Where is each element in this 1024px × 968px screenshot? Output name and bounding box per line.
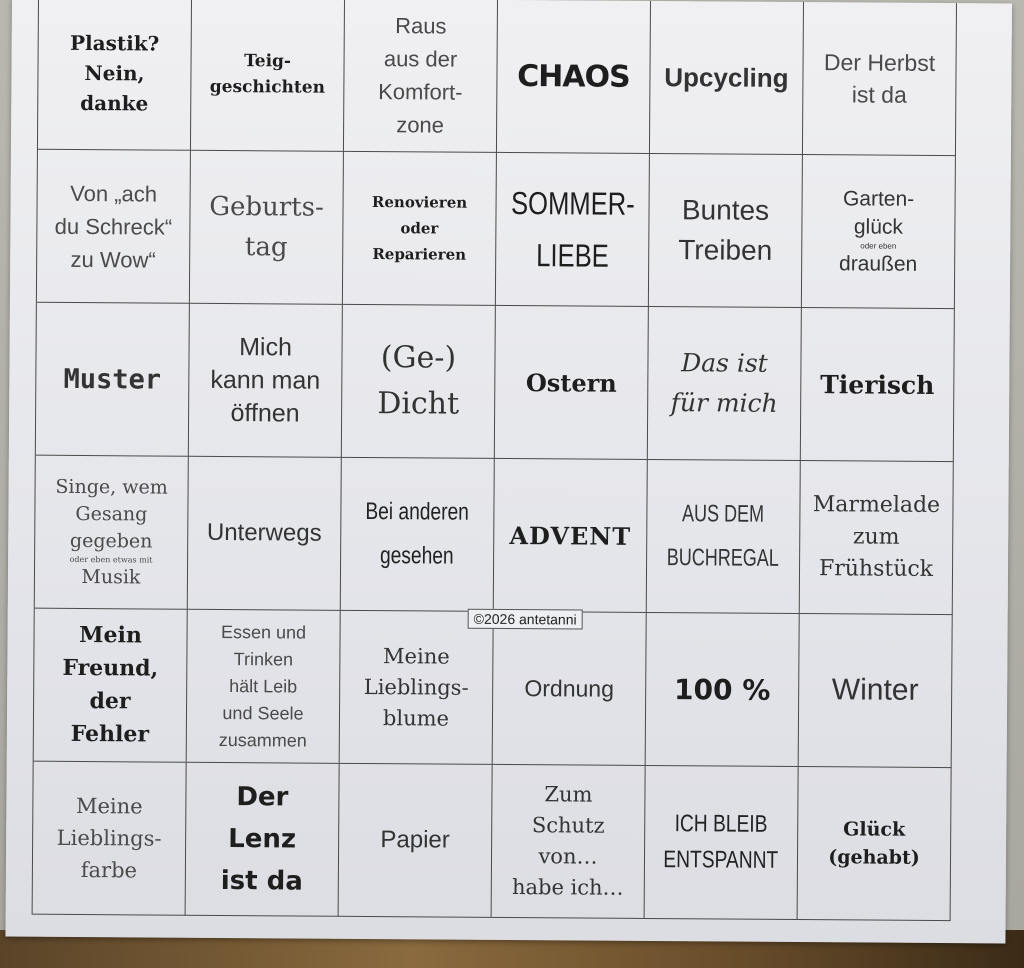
cell-text: ADVENT bbox=[509, 520, 632, 551]
bingo-cell bbox=[497, 0, 651, 154]
cell-text: Von „ach du Schreck“ zu Wow“ bbox=[54, 180, 173, 273]
bingo-grid bbox=[32, 0, 957, 921]
cell-text: Papier bbox=[380, 826, 450, 854]
bingo-cell bbox=[798, 767, 952, 921]
cell-text: 100 % bbox=[673, 672, 771, 707]
bingo-cell bbox=[494, 459, 648, 613]
bingo-cell bbox=[34, 609, 188, 763]
cell-text: Muster bbox=[63, 363, 162, 396]
cell-text: Mich kann man öffnen bbox=[210, 332, 321, 428]
bingo-cell bbox=[35, 456, 189, 610]
bingo-cell bbox=[649, 154, 803, 308]
cell-text: Das ist für mich bbox=[670, 348, 778, 418]
bingo-cell bbox=[645, 766, 799, 920]
cell-text: CHAOS bbox=[517, 58, 630, 95]
cell-text: Raus aus der Komfort- zone bbox=[378, 13, 463, 138]
bingo-sheet bbox=[5, 0, 1012, 943]
bingo-cell bbox=[36, 303, 190, 457]
cell-text: Renovieren oder Reparieren bbox=[371, 193, 468, 264]
cell-text: (Ge-) Dicht bbox=[377, 340, 460, 422]
cell-text: Plastik? Nein, danke bbox=[69, 30, 160, 116]
cell-text: Mein Freund, der Fehler bbox=[62, 621, 159, 748]
cell-subtext: oder eben bbox=[860, 240, 897, 251]
cell-tail: Musik bbox=[81, 565, 141, 588]
bingo-cell bbox=[803, 2, 957, 156]
cell-text: Teig- geschichten bbox=[209, 51, 326, 98]
bingo-cell bbox=[495, 306, 649, 460]
cell-text: Meine Lieblings- blume bbox=[363, 643, 469, 731]
bingo-cell bbox=[344, 0, 498, 153]
cell-text: Meine Lieblings- farbe bbox=[56, 793, 162, 883]
cell-text: Der Lenz ist da bbox=[220, 782, 303, 897]
bingo-cell bbox=[647, 460, 801, 614]
bingo-cell bbox=[648, 307, 802, 461]
cell-text: Tierisch bbox=[820, 369, 935, 400]
bingo-cell bbox=[188, 457, 342, 611]
bingo-cell bbox=[496, 153, 650, 307]
copyright-label: ©2026 antetanni bbox=[468, 609, 583, 630]
bingo-cell bbox=[38, 0, 192, 151]
cell-text: Essen und Trinken hält Leib und Seele zusammen bbox=[218, 621, 307, 751]
cell-text: SOMMER- LIEBE bbox=[510, 184, 635, 274]
cell-text: Buntes Treiben bbox=[678, 194, 773, 266]
bingo-cell bbox=[339, 764, 493, 918]
cell-text: Bei anderen gesehen bbox=[365, 497, 470, 570]
bingo-cell bbox=[37, 150, 191, 304]
cell-text: Der Herbst ist da bbox=[823, 49, 936, 108]
bingo-cell bbox=[799, 614, 953, 768]
cell-text: Glück (gehabt) bbox=[828, 818, 920, 869]
bingo-cell bbox=[802, 155, 956, 309]
bingo-cell bbox=[187, 610, 341, 764]
cell-subtext: oder eben etwas mit bbox=[69, 554, 153, 565]
bingo-cell bbox=[343, 152, 497, 306]
cell-text: AUS DEM BUCHREGAL bbox=[667, 500, 780, 572]
cell-text: Zum Schutz von… habe ich… bbox=[511, 782, 624, 900]
bingo-cell bbox=[33, 762, 187, 916]
bingo-cell bbox=[650, 1, 804, 155]
bingo-cell bbox=[191, 0, 345, 152]
bingo-cell bbox=[340, 611, 494, 765]
cell-text: Winter bbox=[831, 673, 919, 707]
bingo-cell bbox=[801, 308, 955, 462]
cell-text: Ostern bbox=[525, 367, 617, 398]
bingo-cell bbox=[492, 765, 646, 919]
cell-text: Unterwegs bbox=[206, 518, 322, 547]
cell-text: Ordnung bbox=[524, 674, 615, 702]
bingo-cell bbox=[341, 458, 495, 612]
cell-tail: draußen bbox=[838, 251, 918, 276]
bingo-cell bbox=[190, 151, 344, 305]
bingo-cell bbox=[186, 763, 340, 917]
cell-text: Upcycling bbox=[664, 61, 789, 93]
bingo-cell bbox=[342, 305, 496, 459]
cell-text: Garten- glück bbox=[842, 186, 915, 239]
bingo-cell bbox=[189, 304, 343, 458]
bingo-cell bbox=[646, 613, 800, 767]
cell-text: Marmelade zum Frühstück bbox=[812, 492, 941, 582]
cell-text: Singe, wem Gesang gegeben bbox=[55, 475, 168, 553]
bingo-cell bbox=[493, 612, 647, 766]
cell-text: ICH BLEIB ENTSPANNT bbox=[663, 810, 779, 874]
bingo-cell bbox=[800, 461, 954, 615]
cell-text: Geburts- tag bbox=[209, 191, 324, 263]
